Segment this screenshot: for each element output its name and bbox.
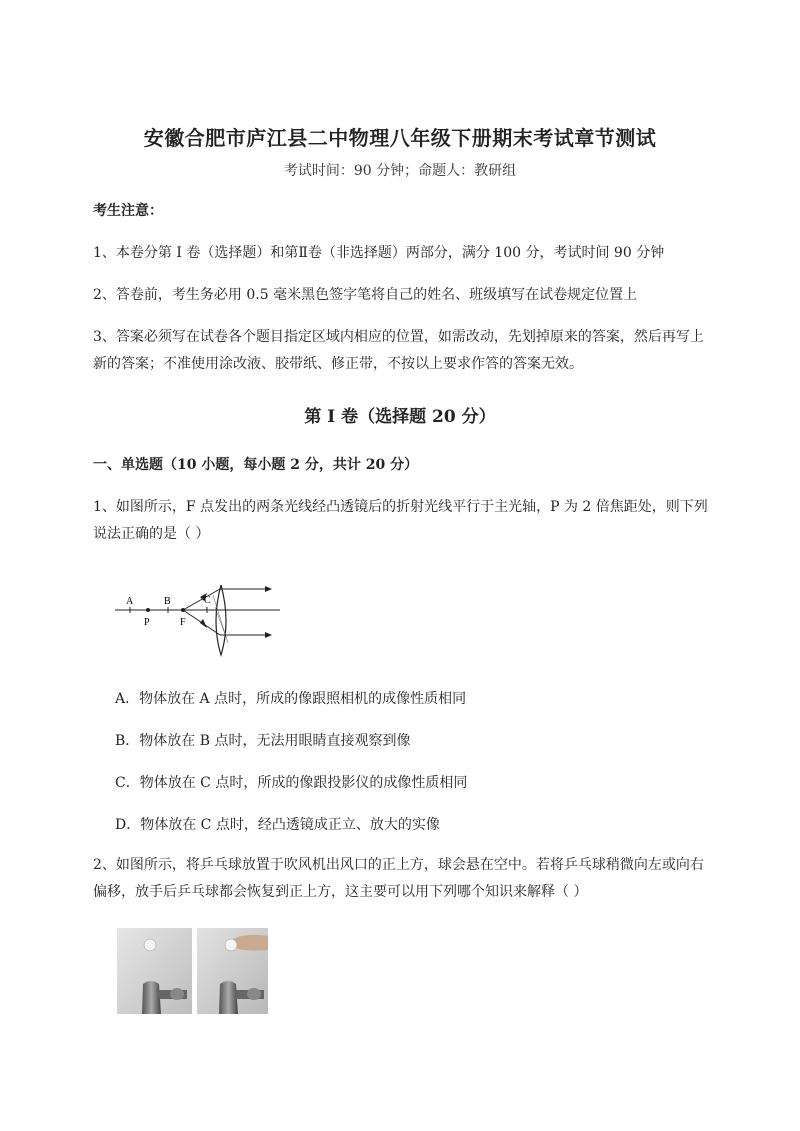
lens-diagram: [110, 585, 285, 660]
option-a: A．物体放在 A 点时，所成的像跟照相机的成像性质相同: [115, 691, 467, 707]
option-b: B．物体放在 B 点时，无法用眼睛直接观察到像: [115, 733, 411, 749]
page-title: 安徽合肥市庐江县二中物理八年级下册期末考试章节测试: [143, 126, 657, 150]
page-subtitle: 考试时间：90 分钟；命题人：教研组: [283, 163, 517, 179]
hairdryer-photo-2: [197, 928, 268, 1014]
label-p: P: [144, 617, 150, 628]
label-f: F: [180, 617, 186, 628]
label-c: C: [204, 595, 211, 606]
label-b: B: [164, 596, 171, 607]
notice-item-3: 3、答案必须写在试卷各个题目指定区域内相应的位置，如需改动，先划掉原来的答案，然后再写上新的答案；不准使用涂改液、胶带纸、修正带，不按以上要求作答的答案无效。: [93, 329, 704, 372]
section-title: 第 I 卷（选择题 20 分）: [304, 407, 496, 427]
notice-item-2: 2、答卷前，考生务必用 0.5 毫米黑色签字笔将自己的姓名、班级填写在试卷规定位置上: [93, 287, 638, 303]
option-c: C．物体放在 C 点时，所成的像跟投影仪的成像性质相同: [115, 775, 468, 791]
part-heading: 一、单选题（10 小题，每小题 2 分，共计 20 分）: [93, 457, 419, 473]
option-d: D．物体放在 C 点时，经凸透镜成正立、放大的实像: [115, 817, 440, 833]
question-2-stem: 2、如图所示，将乒乓球放置于吹风机出风口的正上方，球会悬在空中。若将乒乓球稍微向左或向右偏移，放手后乒乓球都会恢复到正上方，这主要可以用下列哪个知识来解释（ ）: [93, 857, 704, 900]
hairdryer-photo-1: [117, 928, 192, 1014]
question-1-stem: 1、如图所示，F 点发出的两条光线经凸透镜后的折射光线平行于主光轴，P 为 2 倍焦距处，则下列说法正确的是（ ）: [93, 499, 708, 542]
notice-item-1: 1、本卷分第 I 卷（选择题）和第Ⅱ卷（非选择题）两部分，满分 100 分，考试时间 90 分钟: [93, 245, 665, 261]
label-a: A: [126, 596, 134, 607]
notice-heading: 考生注意：: [93, 203, 163, 219]
